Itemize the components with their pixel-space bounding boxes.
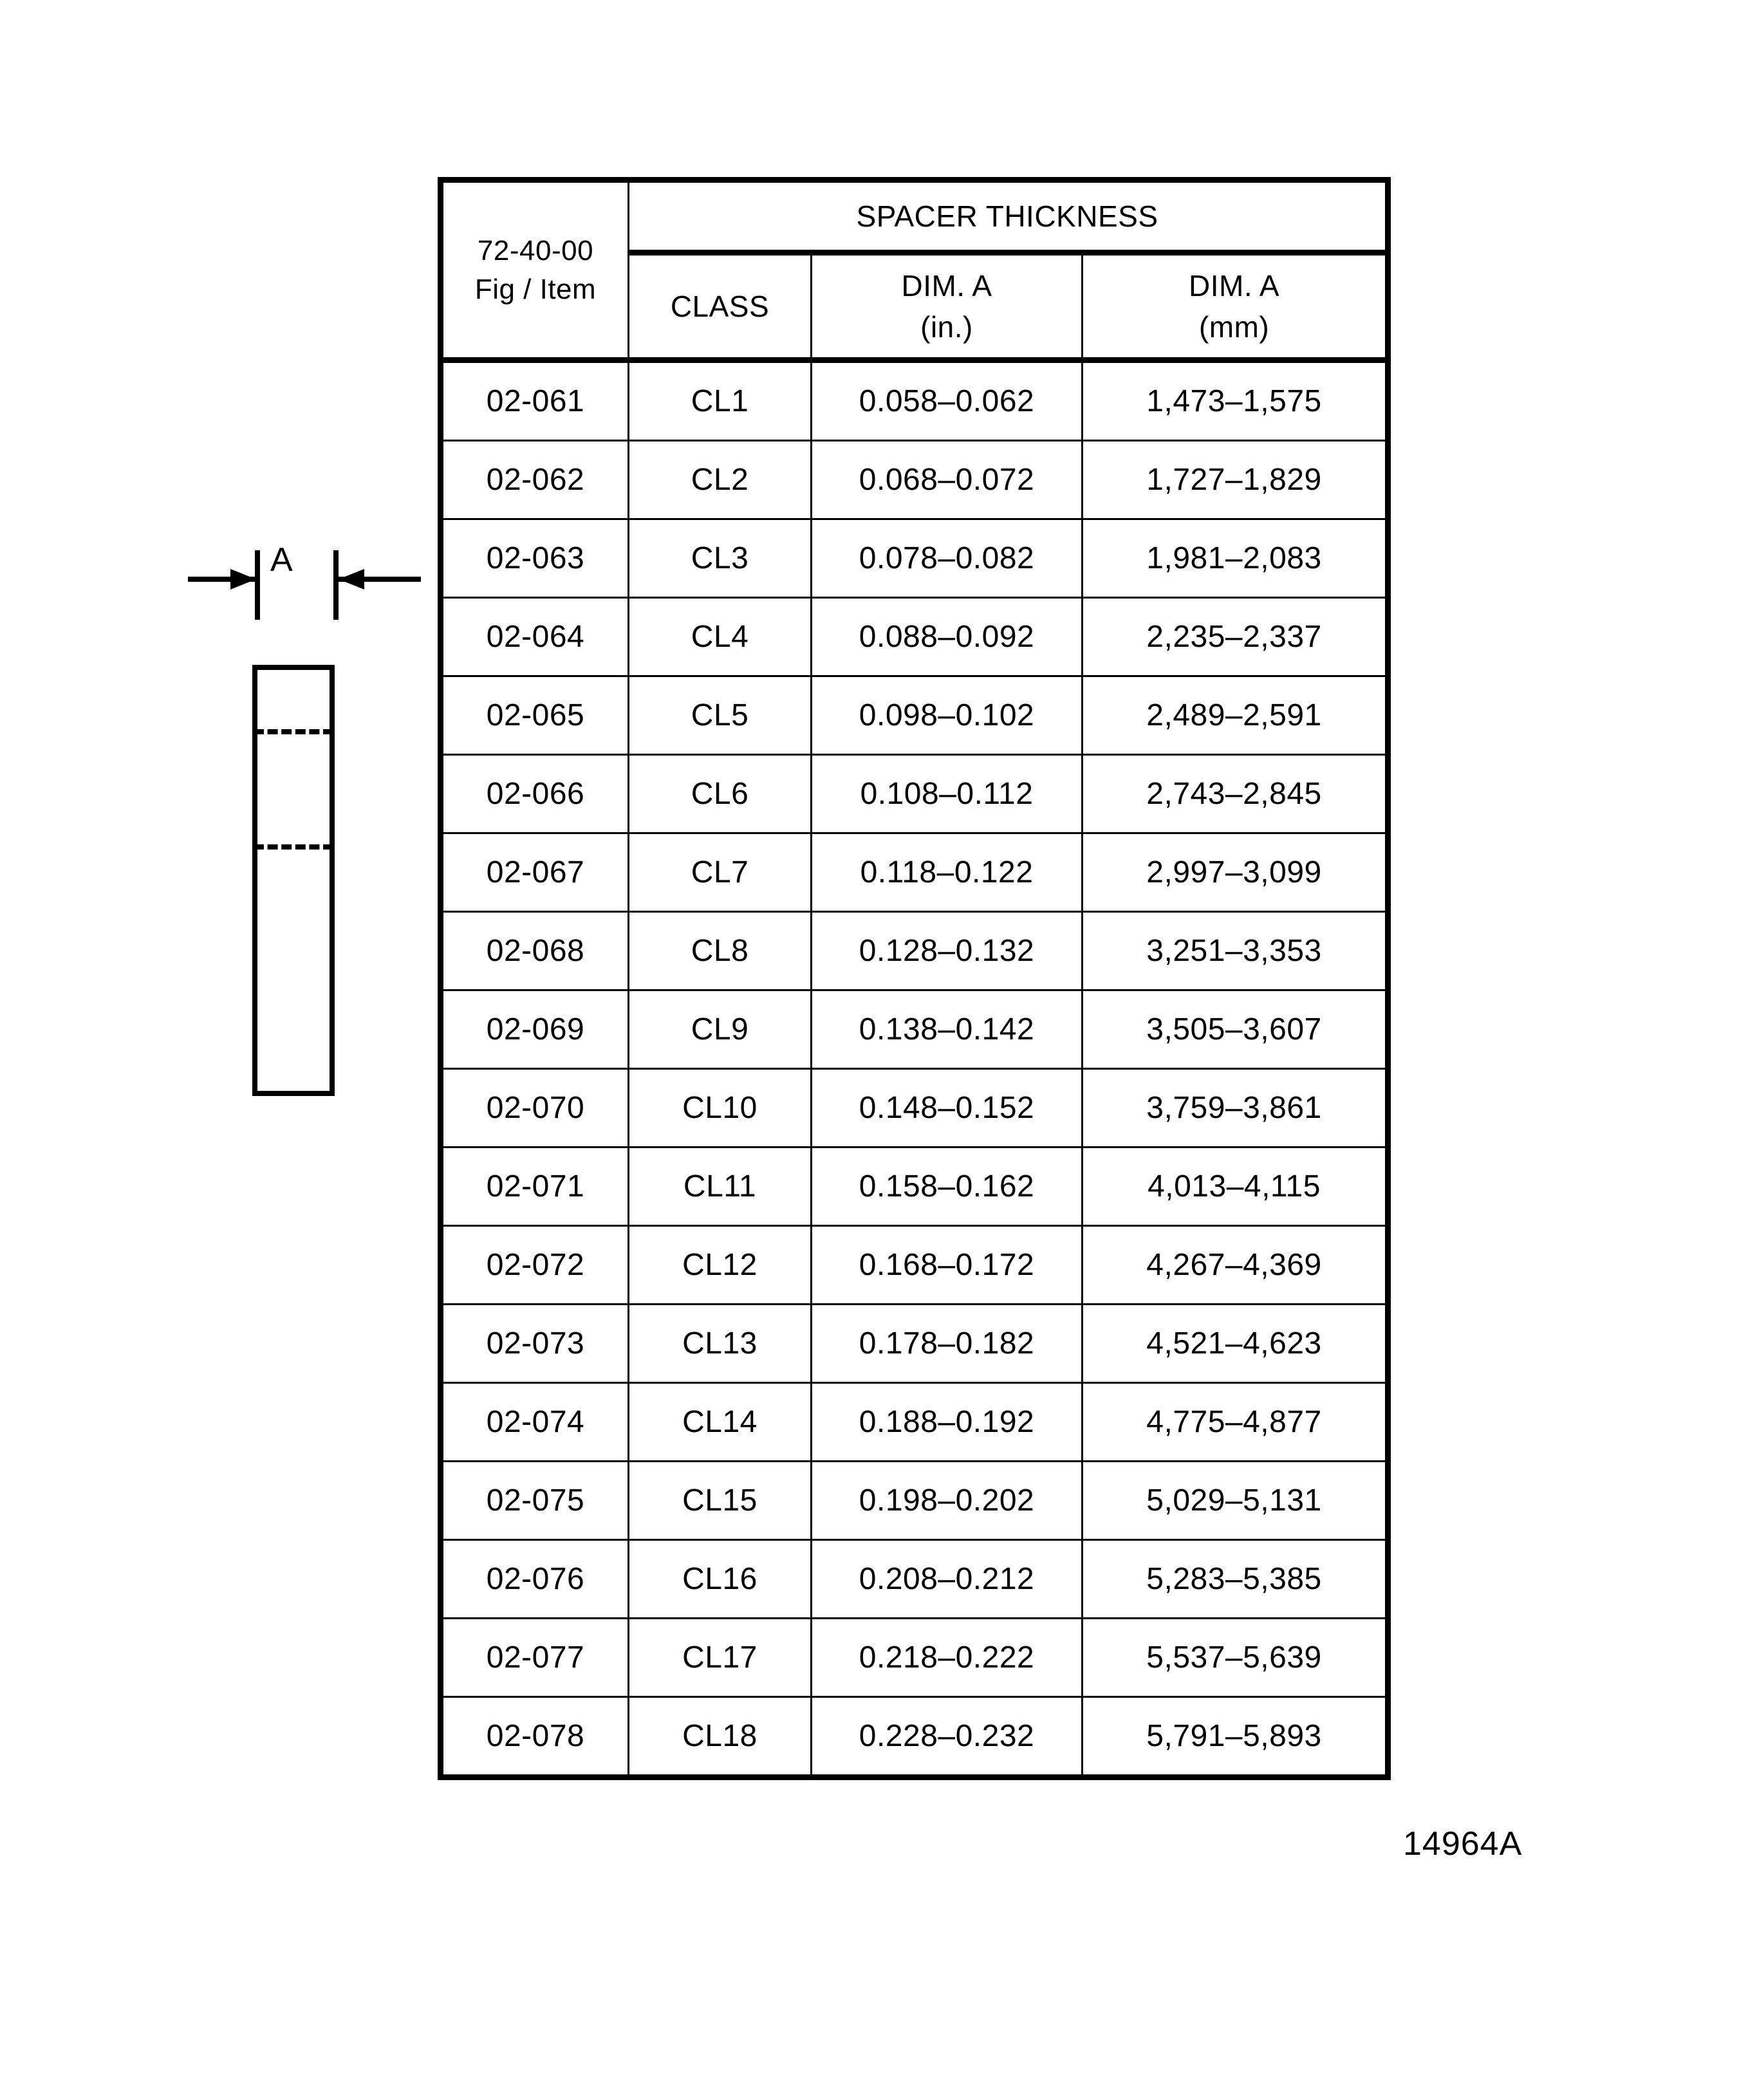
figure-number: 14964A [1403, 1825, 1523, 1863]
cell-fig-item: 02-075 [441, 1462, 629, 1540]
table-row [441, 441, 1388, 519]
cell-dim-a-in: 0.178–0.182 [812, 1305, 1083, 1383]
table-row [441, 1540, 1388, 1619]
table-row [441, 1069, 1388, 1148]
cell-class: CL16 [629, 1540, 812, 1619]
table-row [441, 1697, 1388, 1778]
cell-class: CL15 [629, 1462, 812, 1540]
cell-fig-item: 02-066 [441, 755, 629, 833]
table-row [441, 833, 1388, 912]
spacer-thickness-table-container [438, 177, 1385, 1780]
table-row [441, 1148, 1388, 1226]
cell-class: CL4 [629, 598, 812, 676]
cell-dim-a-mm: 2,743–2,845 [1083, 755, 1388, 833]
cell-dim-a-mm: 1,981–2,083 [1083, 519, 1388, 598]
cell-dim-a-mm: 5,791–5,893 [1083, 1697, 1388, 1778]
cell-dim-a-in: 0.218–0.222 [812, 1619, 1083, 1697]
table-row [441, 1383, 1388, 1462]
table-row [441, 676, 1388, 755]
cell-dim-a-in: 0.068–0.072 [812, 441, 1083, 519]
cell-dim-a-in: 0.148–0.152 [812, 1069, 1083, 1148]
cell-dim-a-mm: 4,521–4,623 [1083, 1305, 1388, 1383]
header-dim-a-in-line2: (in.) [920, 310, 973, 344]
cell-dim-a-mm: 5,029–5,131 [1083, 1462, 1388, 1540]
header-dim-a-mm-line1: DIM. A [1189, 268, 1280, 302]
table-row [441, 1226, 1388, 1305]
dimension-leader-line-right [337, 577, 421, 582]
cell-dim-a-in: 0.108–0.112 [812, 755, 1083, 833]
cell-class: CL18 [629, 1697, 812, 1778]
cell-fig-item: 02-070 [441, 1069, 629, 1148]
cell-fig-item: 02-071 [441, 1148, 629, 1226]
cell-fig-item: 02-062 [441, 441, 629, 519]
cell-class: CL6 [629, 755, 812, 833]
cell-class: CL11 [629, 1148, 812, 1226]
cell-fig-item: 02-073 [441, 1305, 629, 1383]
cell-fig-item: 02-077 [441, 1619, 629, 1697]
cell-dim-a-mm: 3,505–3,607 [1083, 990, 1388, 1069]
header-spacer-thickness: SPACER THICKNESS [629, 180, 1388, 253]
header-class: CLASS [629, 253, 812, 360]
cell-dim-a-in: 0.058–0.062 [812, 360, 1083, 441]
extension-line-left [255, 550, 260, 620]
cell-class: CL2 [629, 441, 812, 519]
cell-fig-item: 02-072 [441, 1226, 629, 1305]
spacer-thickness-table [438, 177, 1391, 1780]
cell-dim-a-mm: 2,235–2,337 [1083, 598, 1388, 676]
spacer-break-line-lower [254, 844, 333, 850]
cell-fig-item: 02-063 [441, 519, 629, 598]
cell-dim-a-mm: 1,727–1,829 [1083, 441, 1388, 519]
cell-dim-a-in: 0.098–0.102 [812, 676, 1083, 755]
cell-fig-item: 02-078 [441, 1697, 629, 1778]
cell-dim-a-in: 0.188–0.192 [812, 1383, 1083, 1462]
cell-class: CL12 [629, 1226, 812, 1305]
cell-dim-a-mm: 3,251–3,353 [1083, 912, 1388, 990]
cell-class: CL10 [629, 1069, 812, 1148]
cell-class: CL13 [629, 1305, 812, 1383]
table-row [441, 519, 1388, 598]
cell-class: CL17 [629, 1619, 812, 1697]
header-dim-a-mm [1083, 253, 1388, 360]
cell-fig-item: 02-065 [441, 676, 629, 755]
header-dim-a-mm-line2: (mm) [1198, 310, 1270, 344]
cell-dim-a-mm: 4,775–4,877 [1083, 1383, 1388, 1462]
cell-class: CL7 [629, 833, 812, 912]
cell-class: CL1 [629, 360, 812, 441]
cell-dim-a-mm: 5,283–5,385 [1083, 1540, 1388, 1619]
table-row [441, 1305, 1388, 1383]
cell-fig-item: 02-064 [441, 598, 629, 676]
table-row [441, 755, 1388, 833]
cell-class: CL8 [629, 912, 812, 990]
cell-dim-a-in: 0.158–0.162 [812, 1148, 1083, 1226]
table-body [441, 360, 1388, 1778]
header-dim-a-inches [812, 253, 1083, 360]
cell-fig-item: 02-061 [441, 360, 629, 441]
cell-class: CL3 [629, 519, 812, 598]
cell-fig-item: 02-076 [441, 1540, 629, 1619]
cell-dim-a-in: 0.088–0.092 [812, 598, 1083, 676]
cell-dim-a-in: 0.198–0.202 [812, 1462, 1083, 1540]
table-row [441, 1619, 1388, 1697]
cell-dim-a-in: 0.168–0.172 [812, 1226, 1083, 1305]
table-header [441, 180, 1388, 360]
table-row [441, 990, 1388, 1069]
dimension-arrowhead-left [230, 569, 256, 590]
cell-fig-item: 02-074 [441, 1383, 629, 1462]
cell-dim-a-mm: 4,013–4,115 [1083, 1148, 1388, 1226]
header-row-group [441, 180, 1388, 253]
cell-dim-a-mm: 4,267–4,369 [1083, 1226, 1388, 1305]
cell-class: CL9 [629, 990, 812, 1069]
cell-class: CL5 [629, 676, 812, 755]
dimension-a-label: A [270, 541, 293, 579]
header-dim-a-in-line1: DIM. A [901, 268, 992, 302]
cell-dim-a-in: 0.118–0.122 [812, 833, 1083, 912]
cell-dim-a-in: 0.208–0.212 [812, 1540, 1083, 1619]
cell-dim-a-in: 0.128–0.132 [812, 912, 1083, 990]
table-row [441, 912, 1388, 990]
cell-fig-item: 02-068 [441, 912, 629, 990]
table-row [441, 360, 1388, 441]
cell-dim-a-in: 0.078–0.082 [812, 519, 1083, 598]
header-fig-item-line2: Fig / Item [474, 273, 597, 305]
spacer-dimension-diagram [77, 257, 373, 862]
cell-class: CL14 [629, 1383, 812, 1462]
extension-line-right [333, 550, 339, 620]
cell-dim-a-mm: 2,489–2,591 [1083, 676, 1388, 755]
cell-dim-a-in: 0.138–0.142 [812, 990, 1083, 1069]
cell-dim-a-mm: 3,759–3,861 [1083, 1069, 1388, 1148]
cell-dim-a-mm: 5,537–5,639 [1083, 1619, 1388, 1697]
cell-dim-a-mm: 1,473–1,575 [1083, 360, 1388, 441]
header-fig-item-line1: 72-40-00 [477, 235, 594, 267]
spacer-break-line-upper [254, 729, 333, 734]
cell-dim-a-mm: 2,997–3,099 [1083, 833, 1388, 912]
table-row [441, 598, 1388, 676]
cell-dim-a-in: 0.228–0.232 [812, 1697, 1083, 1778]
header-fig-item [441, 180, 629, 360]
cell-fig-item: 02-067 [441, 833, 629, 912]
table-row [441, 1462, 1388, 1540]
cell-fig-item: 02-069 [441, 990, 629, 1069]
